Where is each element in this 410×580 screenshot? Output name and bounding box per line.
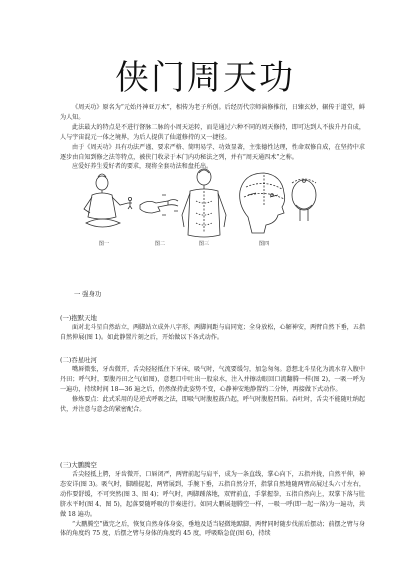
section-paragraph: 舌尖轻抵上腭，牙齿微开，口唇闭严，两臂前起与肩平，成为一条直线，掌心向下，五指并拢，自然平伸，神态安详(图 3)。吸气时，脚踵提起，两臂展到，手腕下垂，五指自然分开，指掌自然地随两臂高展过头六寸左右，动作要舒缓，不可突然(图 3、图 4)；呼气时，两脚踵落地，双臂前直，手掌握拳，五指自然向上，双掌下落与肚脐水平时(图 4、图 5)，起落要随呼吸的节奏进行。如同大鹏展翅腾空一样，一吸一呼(即一起一落)为一遍功，共做 18 遍功。: [60, 471, 365, 518]
figure-hand-gesture: [140, 195, 178, 215]
section-paragraph: 嘴唇微张，牙齿微开，舌尖轻轻抵住下牙床，吸气时，气流要缓匀，加急匆匆。意想北斗星化为流水存入腹中丹田；呼气时，要腹丹田之气(如图)，意想口中吐出一股泉水，注入并擦动眼回口流翻腾一样(图 2)，一吸一呼为一遍功，持续时间 18—36 遍之后，仍然保持此姿势不变，心静神安地静置约二分钟，再接做下式动作。: [60, 366, 365, 393]
figure-head-crown: [292, 179, 316, 221]
section-3: [60, 460, 365, 539]
intro-paragraph: 此法最大的特点是不进行督脉二脉的小周天运转，而是通过六种不同的周天修持，即可达到人不拔升丹自成，人与宇宙混元一体之境界，为后人提供了仙道修持的又一捷径。: [60, 123, 365, 141]
figure-head-meridians: [240, 173, 285, 233]
figure-torso-channels: [182, 169, 226, 237]
intro-paragraph: 由于《周天功》具有功法严谨、要求严格、简明易学、功效显著，主张德性达理，性命双修自成，在坚持中求逐步由自知到修之法等特点，被侠门收录于本门内功秘法之列，并有“周天通四术”之称。: [60, 143, 365, 161]
figure-caption: 图一: [98, 241, 110, 247]
section-heading: (二)吞星吐河: [60, 356, 97, 364]
intro-paragraph: 《周天功》原名为“元始丹神亚万术”，相传为老子所创。后经历代宗师演修推衍，日臻玄妙，辗传于道堂，鲜为人知。: [60, 104, 365, 121]
section-heading: (一)抱默天地: [60, 314, 97, 322]
figure-caption: 图四: [258, 241, 270, 247]
section-2: [60, 355, 365, 415]
section-paragraph: “大鹏腾空”做完之后，恢复自然身体身姿，垂地及适当轻微地踮脚，两臂同时随步伐前后摆动；前摆之臂与身体的角度约 75 度，后摆之臂与身体的角度约 45 度，呼吸略急促(图 6)，持续: [60, 520, 365, 538]
figure-seated-meditation: [84, 174, 132, 227]
figure-caption: 图三: [198, 241, 210, 247]
page-title: 侠门周天功: [115, 58, 295, 98]
figure-caption: 图二: [154, 241, 166, 247]
illustration-figures: [78, 165, 318, 247]
section-heading: (三)大鹏腾空: [60, 461, 97, 469]
intro-text: [60, 103, 365, 172]
section-1: [60, 313, 365, 343]
section-paragraph: 面对北斗星自然站立，两脚站立成外八字形，两脚间距与肩同宽；全身放松，心解神安，两臂自然下垂，五指自然伸展(图 1)。如此静置片刻之后，开始做以下各式动作。: [60, 324, 365, 341]
section-title: 一 强身功: [74, 291, 102, 298]
intro-paragraph: 应爱好养生爱好者的要求，现将全套功法和盘托出。: [72, 163, 213, 171]
section-paragraph: 修炼要点：此式采用的是逆式呼吸之法，即吸气时腹腔鼓凸起，呼气时腹腔凹陷。吞吐时，舌尖不能随吐纳起伏，并注意与意念的紧密配合。: [60, 395, 365, 413]
